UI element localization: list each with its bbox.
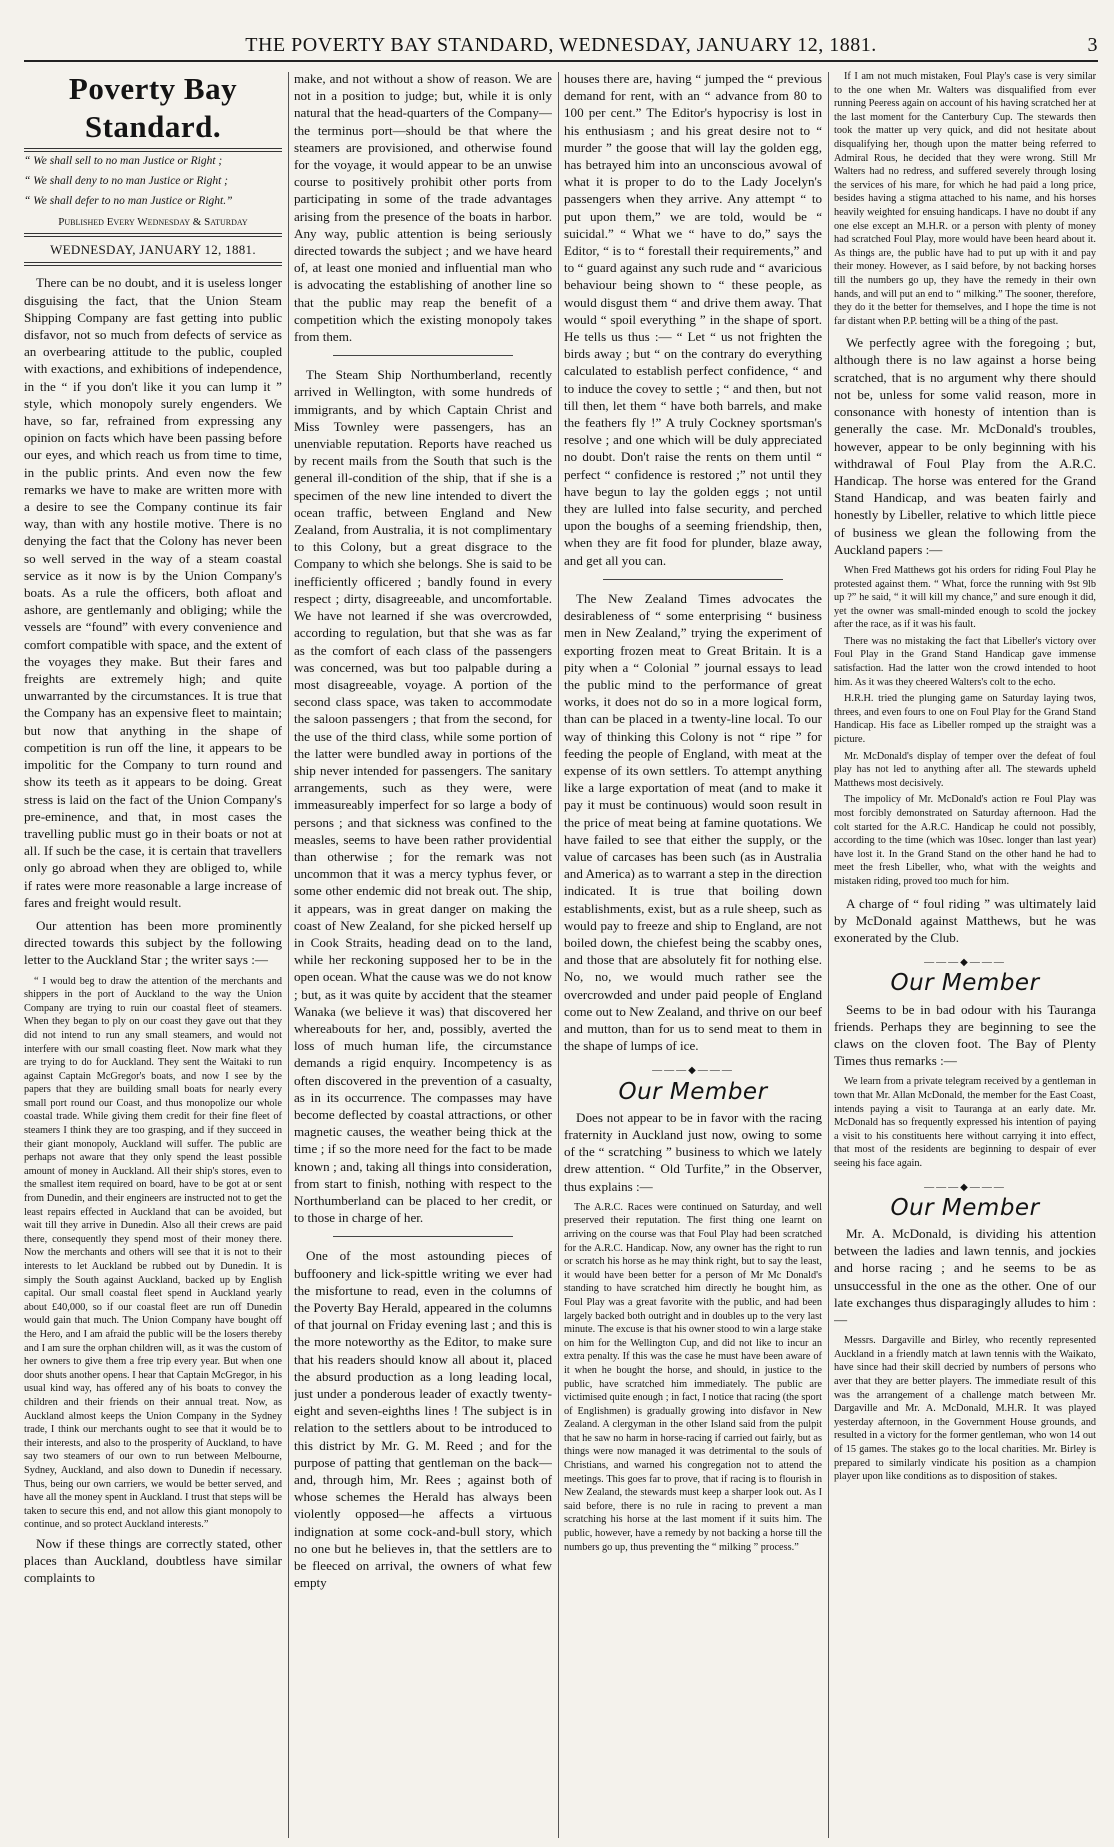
quote-paragraph: “ I would beg to draw the attention of the merchants and shippers in the port of Auckland to the way the Union Company are trying to ruin our coastal fleet of steamers. When they began to ply on our coast they gave out that they did not intend to run any small steamers, and would not interfere with our small coasting fleet. Now mark what they are trying to do for Auckland. They sent the Waitaki to run against Captain McGregor's boats, and now I see by the papers that they are building small boats for nearly every small port round our Coast, and thus monopolize our whole coastal trade. While giving them credit for their fine fleet of steamers I think they are too grasping, and if they succeed in their giant monopoly, Auckland will suffer. The public are perhaps not aware that they only spend the least possible amount of money in Auckland. All their ship's stores, even to the smallest item required on board, have to be got at or sent from Dunedin, and their engineers are instructed not to get the least repairs effected in Auckland that can be avoided, but wait till they arrive in Dunedin. Also all their crews are paid there, consequently they spend most of their money there. Now the merchants and others will see that it is not to their interests to let Auckland be rubbed out by Dunedin. It is simply the South against Auckland, backed up by English capital. Our small coastal fleet spend in Auckland yearly about £40,000, so if our coastal fleet are run off Dunedin would gain that much. The Union Company have bought off the Hero, and I am afraid the public will be the losers thereby and I am sure the orphan children will, as it was the custom of her owners to give them a free trip every year. But when one door shuts another opens. I hear that Captain McGregor, in his usual kind way, has offered any of his boats to convey the children and their friends on their annual treat. Now, as Auckland almost keeps the Union Company in the Sydney trade, I think our merchants ought to see that it would be to their interests, and also to the prosperity of Auckland, to have say two steamers of our own to run between Melbourne, Sydney, Auckland, and also down to Dunedin if necessary. Thus, being our own carriers, we would be better served, and have all the money spent in Auckland. I trust that steps will be taken to secure this end, and not allow this giant monopoly to continue, and so protect Auckland interests.”: [24, 975, 282, 1531]
page-number: 3: [1087, 34, 1098, 56]
section-separator: [333, 1236, 514, 1237]
masthead-title: Poverty Bay Standard.: [68, 71, 238, 144]
article-foul-play: [834, 334, 1096, 558]
column-rule: [558, 72, 559, 1838]
article-paragraph: Mr. A. McDonald, is dividing his attention between the ladies and lawn tennis, and jockies and horse racing ; and he seems to be as unsuccessful in the one as the other. One of our late exchanges thus disparagingly alludes to him :—: [834, 1225, 1096, 1327]
article-paragraph: houses there are, having “ jumped the “ previous demand for rent, with an “ advance from 80 to 100 per cent.” The Editor's hypocrisy is lost in his enthusiasm ; and his great desire not to “ murder ” the goose that will lay the golden egg, has betrayed him into an unconscious avowal of what it is proper to do to the Lady Jocelyn's passengers when they arrive. Any attempt “ to put upon them,” we are told, would be “ suicidal.” “ What we “ have to do,” says the Editor, “ is to “ forestall their requirements,” and to “ guard against any such rude and “ avaricious behaviour being shown to “ these people, as would disgust them “ and drive them away. That would “ spoil everything ” in the shape of sport. He tells us thus :— “ Let “ us not frighten the birds away ; but “ on the contrary do everything calculated to establish perfect confidence, “ and to induce the covey to settle ; “ and then, but not till then, let them “ have both barrels, and make the feathers fly !” A truly Cockney sportsman's resolve ; and one which will be duly appreciated no doubt. Don't raise the rents on them until “ perfect “ confidence is restored ;” not until they have begun to lay the golden eggs ; not until they are lulled into false security, and perched upon the boughs of a seeming friendship, then, when they are fit food for plunder, blaze away, and get all you can.: [564, 71, 822, 568]
page-header: [24, 34, 1098, 56]
column-rule: [288, 72, 289, 1838]
column-3: [564, 70, 822, 1840]
article-our-member-3: [834, 1225, 1096, 1328]
article-our-member-2: [834, 1001, 1096, 1070]
section-title-our-member: Our Member: [618, 1078, 768, 1105]
masthead-rule-2: [24, 233, 282, 237]
article-paragraph: Seems to be in bad odour with his Tauranga friends. Perhaps they are beginning to see the claws on the cloven foot. The Bay of Plenty Times thus remarks :—: [834, 1001, 1096, 1069]
quote-paragraph: We learn from a private telegram received by a gentleman in town that Mr. Allan McDonald, the member for the East Coast, intends paying a visit to Tauranga at an early date. Mr. McDonald has so frequently expressed his intention of paying a visit to his constituents here without carrying it into effect, that most of the residents are beginning to despair of ever seeing his face again.: [834, 1076, 1096, 1169]
publication-schedule: Published Every Wednesday & Saturday: [58, 216, 248, 228]
masthead-rule-3: [24, 262, 282, 266]
observer-quote-cont: [834, 70, 1096, 328]
motto-line-2: “ We shall deny to no man Justice or Right ;: [24, 175, 228, 187]
article-herald-buffoonery: [294, 1247, 552, 1591]
quote-paragraph: H.R.H. tried the plunging game on Saturday laying twos, threes, and even fours to one on Foul Play for the Grand Stand Handicap. His face as Libeller romped up the straight was a picture.: [834, 693, 1096, 746]
masthead-rule: [24, 148, 282, 152]
article-union-company-cont: [294, 70, 552, 345]
article-paragraph: One of the most astounding pieces of buffoonery and lick-spittle writing we ever had the misfortune to read, even in the columns of the Poverty Bay Herald, appeared in the columns of that journal on Friday evening last ; and this is the more noteworthy as the Editor, to make sure that his readers should know all about it, placed the absurd production as a long leading local, just under a ponderous leader of exactly twenty-eight and seven-eighths lines ! The subject is in relation to the settlers about to be introduced to this district by Mr. G. M. Reed ; and for the purpose of patting that gentleman on the back—and, through him, Mr. Rees ; against both of whose schemes the Herald has always been violently opposed—he affects a virtuous indignation at some cock-and-bull story, which no one but he believes in, that the settlers are to be fleeced on arrival, the owners of what few empty: [294, 1248, 552, 1591]
section-separator: [333, 355, 514, 356]
quote-paragraph: Mr. McDonald's display of temper over the defeat of foul play has not led to anything after all. The stewards upheld Matthews most decisively.: [834, 750, 1096, 789]
section-title-our-member: Our Member: [890, 1194, 1040, 1221]
quote-paragraph: When Fred Matthews got his orders for riding Foul Play he protested against them. “ What, force the running with 9st 9lb up ?” he said, “ it will kill my chance,” and sure enough it did, yet the owner was small-minded enough to scold the jockey after the race, as if it was his fault.: [834, 564, 1096, 631]
section-title-our-member: Our Member: [890, 970, 1040, 997]
ornament-divider: ———◆———: [924, 1181, 1006, 1193]
motto-line-3: “ We shall defer to no man Justice or Right.”: [24, 195, 233, 207]
article-paragraph: The Steam Ship Northumberland, recently arrived in Wellington, with some hundreds of immigrants, and by which Captain Christ and Miss Townley were passengers, has an unenviable reputation. Reports have reached us by recent mails from the South that such is the general ill-condition of the ship, that if she is a specimen of the new line intended to divert the ocean traffic, between England and New Zealand, from Australia, it is not complimentary to this Colony, but a great disgrace to the Company to which she belongs. She is said to be inefficiently officered ; bandly found in every respect ; dirty, disagreeable, and uncomfortable. We have not learned if she was overcrowded, according to regulation, but that she was as far as the comfort of each class of the passengers was concerned, was but too palpable during a most disagreeable, voyage. A portion of the second class space, was taken to accommodate the saloon passengers ; that from the second, for the use of the third class, while some portion of the latter were bundled away in portions of the ship never intended for passengers. The sanitary arrangements, such as they were, were immeasureably imperfect for so large a body of persons ; and that sickness was confined to the measles, seems to have been rather providential than otherwise ; for the remark was not uncommon that it was a mercy typhus fever, or some other endemic did not break out. The ship, it appears, was in great danger on making the coast of New Zealand, for she picked herself up in Cook Straits, heading dead on to the land, while her reckoning supposed her to be in the open ocean. What the cause was we do not know ; but, as it was quite by accident that the steamer Wanaka (we believe it was) that discovered her whereabouts for her, and, possibly, averted the loss of much human life, the circumstance demands a rigid enquiry. Incompetency is as often discovered in the prevention of a casualty, as in its occurrence. The compasses may have become deflected by coastal attractions, or other magnetic causes, the weather being thick at the time ; if so the more need for the fact to be made known ; and, taking all things into consideration, from start to finish, nothing with respect to the Northumberland can be placed to her credit, or to those in charge of her.: [294, 367, 552, 1226]
article-our-member-1: [564, 1109, 822, 1195]
article-paragraph: A charge of “ foul riding ” was ultimately laid by McDonald against Matthews, but he was exonerated by the Club.: [834, 895, 1096, 945]
auckland-papers-quote: [834, 564, 1096, 889]
article-paragraph: make, and not without a show of reason. We are not in a position to judge; but, while it is only natural that the head-quarters of the Company—the terminus port—should be that where the steamers are provisioned, and otherwise found for the voyage, it would appear to be an unwise course to positively prohibit other ports from participating in some of the trade advantages arising from the presence of the boats in harbor. Any way, public attention is being seriously directed towards the subject ; and we have heard of, at least one monied and influential man who is advocating the establishing of another line so that the public may reap the benefit of a competition which the existing monopoly takes from them.: [294, 71, 552, 345]
letter-quote: [24, 975, 282, 1532]
article-herald-cont: [564, 70, 822, 569]
article-foul-riding: [834, 895, 1096, 947]
article-paragraph: Our attention has been more prominently directed towards this subject by the following letter to the Auckland Star ; the writer says :—: [24, 917, 282, 968]
article-paragraph: There can be no doubt, and it is useless longer disguising the fact, that the Union Steam Shipping Company are fast getting into public disfavor, not so much from defects of service as an overbearing attitude to the public, coupled with exactions, and exhibitions of independence, in the “ if you don't like it you can lump it ” style, which monopoly surely engenders. We have, so far, refrained from expressing any opinion on facts which have been passing before our eyes, and which reach us from time to time, in the public prints. And even now the few remarks we have to make are written more with a desire to see the Company continue its fair way, than with any hostile motive. There is no denying the fact that the Colony has never been so well served in the way of a steam coastal service as it now is by the Union Company's boats. As a rule the officers, both afloat and ashore, are gentlemanly and obliging; while the vessels are “found” with every convenience and comfort compatible with space, and the extent of the voyages they make. But their fares and freights are extremely high; and quite unwarranted by the circumstances. It is true that the Company has an expensive fleet to maintain; but now that anything in the shape of competition is run off the line, it appears to be impolitic for the Company to turn round and show its teeth as it appears to be doing. Great stress is laid on the fact of the Union Company's pre-eminence, and that, in most cases the travelling public must go in their boats or not at all. If such be the case, it is certain that travellers only go abroad when they are obliged to, while if rates were more reasonable a large increase of fares and freight would result.: [24, 275, 282, 910]
section-separator: [603, 579, 784, 580]
page-header-title: THE POVERTY BAY STANDARD, WEDNESDAY, JANUARY 12, 1881.: [245, 34, 877, 56]
ornament-divider: ———◆———: [652, 1065, 734, 1077]
article-union-company: [24, 274, 282, 968]
article-paragraph: The New Zealand Times advocates the desirableness of “ some enterprising “ business men in New Zealand,” trying the experiment of exporting frozen meat to Great Britain. It is a pity when a “ Colonial ” journal essays to lead the public mind to the performance of great works, it does not do so in a more logical form, than can be placed in a twenty-line local. To our way of thinking this Colony is not “ ripe ” for feeding the people of England, with meat at the expense of its own settlers. To attempt anything like a large exportation of meat (and to make it pay it must be continuous) would soon result in the price of meat being at famine quotations. We have failed to see that either the supply, or the value of carcases has been such (as in Australia and America) as to warrant a step in the direction indicated. It is true that boiling down establishments, exist, but as a rule sheep, such as would pay to freeze and ship to England, are not boiled down, the chiefest being the scabby ones, and those that are absolutely fit for nothing else. No, no, we would much rather see the overcrowded and under paid people of England come out to New Zealand, and thrive on our beef and mutton, than for us to send meat to them in the shape of lumps of ice.: [564, 590, 822, 1054]
issue-date: WEDNESDAY, JANUARY 12, 1881.: [50, 242, 256, 258]
quote-paragraph: Messrs. Dargaville and Birley, who recently represented Auckland in a friendly match at lawn tennis with the Waikato, have since had their skill decried by numbers of persons who aver that they are better players. The immediate result of this was the arrangement of a challenge match between Mr. Dargaville and Mr. A. McDonald, M.H.R. It was played yesterday afternoon, in the Government House grounds, and resulted in a victory for the former gentleman, who won 14 out of 15 games. The stakes go to the local charities. Mr. Birley is prepared to similarly vindicate his position as a champion player upon like conditions as to disposition of stakes.: [834, 1335, 1096, 1483]
quote-paragraph: The A.R.C. Races were continued on Saturday, and well preserved their reputation. The first thing one learnt on arriving on the course was that Foul Play had been scratched for the A.R.C. Handicap. Now, any owner has the right to run or scratch his horse as he may think right, but to say the least, it would have been better for a person of Mr Mc Donald's standing to have scratched him directly he bought him, as Foul Play was a great favorite with the public, and had been largely backed both outright and in doubles up to the very last minute. The excuse is that his owner stood to win a large stake on him for the Wellington Cup, and did not like to incur an extra penalty. If this was the case he must have been aware of it when he bought the horse, and should, in justice to the public, have scratched him immediately. The public are victimised quite enough ; in fact, I notice that racing (the sport of Englishmen) is gradually growing into disfavor in New Zealand. A clergyman in the other Island said from the pulpit that he saw no harm in horse-racing if carried out fairly, but as things were now managed it was detrimental to the souls of Christians, and warned his congregation not to attend the meetings. This goes far to prove, that if racing is to flourish in New Zealand, the stewards must keep a sharper look out. As I said before, there is no rule in racing to prevent a man scratching his horse at the last moment if it suits him. The public, however, have a remedy by not backing a horse till the numbers go up, thus preventing the “ milking ” process.”: [564, 1201, 822, 1553]
article-paragraph: Does not appear to be in favor with the racing fraternity in Auckland just now, owing to some of the “ scratching ” business to which we lately drew attention. “ Old Turfite,” in the Observer, thus explains :—: [564, 1109, 822, 1194]
quote-paragraph: There was no mistaking the fact that Libeller's victory over Foul Play in the Grand Stand Handicap gave immense satisfaction. Had the latter won the crowd intended to hoot him. As it was they cheered Walters's colt to the echo.: [834, 635, 1096, 688]
quote-paragraph: If I am not much mistaken, Foul Play's case is very similar to the one when Mr. Walters was disqualified from ever running Peeress again on account of his having scratched her at the last moment for the Canterbury Cup. The stewards then took the matter up very quick, and did not hesitate about disqualifying her, though upon the matter being referred to Admiral Rous, he decided that they were wrong. Still Mr Walters had no redress, and suffered severely through losing the services of his mare, for which he had paid a long price, besides having a stigma attached to his name, and his horses heavily weighted for ensuing handicaps. I have no doubt if any one else except an M.H.R. or a person with plenty of money had scratched Foul Play, more would have been heard about it. As things are, the public have had to put up with it and pay their money. However, as I said before, by not backing horses till the numbers go up, they have the remedy in their own hands, and will put an end to “ milking.” The sooner, therefore, they do it the better for themselves, and I hope the time is not far distant when P.P. betting will be a thing of the past.: [834, 71, 1096, 327]
bay-of-plenty-quote: [834, 1075, 1096, 1170]
article-paragraph: We perfectly agree with the foregoing ; but, although there is no law against a horse being scratched, that is no argument why there should not be, unless for some valid reason, more in consonance with honesty of intention than is generally the case. Mr. McDonald's troubles, however, appear to be only beginning with his withdrawal of Foul Play from the A.R.C. Handicap. The horse was entered for the Grand Stand Handicap, and was beaten fairly and honestly by Libeller, relative to which little piece of business we glean the following from the Auckland papers :—: [834, 335, 1096, 557]
header-rule: [24, 60, 1098, 62]
article-frozen-meat: [564, 590, 822, 1054]
motto-line-1: “ We shall sell to no man Justice or Right ;: [24, 155, 223, 167]
column-rule: [828, 72, 829, 1838]
article-paragraph: Now if these things are correctly stated, other places than Auckland, doubtless have similar complaints to: [24, 1535, 282, 1586]
article-northumberland: [294, 366, 552, 1226]
quote-paragraph: The impolicy of Mr. McDonald's action re Foul Play was most forcibly demonstrated on Saturday afternoon. Had the colt started for the A.R.C. Handicap he could not possibly, according to the time (which was 10sec. longer than last year) have lost it. In the Grand Stand on the other hand he had to meet the fresh Libeller, who, what with the weights and mistaken riding, proved too much for him.: [834, 794, 1096, 887]
column-4: [834, 70, 1096, 1840]
lawn-tennis-quote: [834, 1334, 1096, 1484]
observer-quote: [564, 1201, 822, 1554]
column-2: [294, 70, 552, 1840]
article-union-company-end: [24, 1535, 282, 1587]
ornament-divider: ———◆———: [924, 957, 1006, 969]
column-1: [24, 70, 282, 1840]
